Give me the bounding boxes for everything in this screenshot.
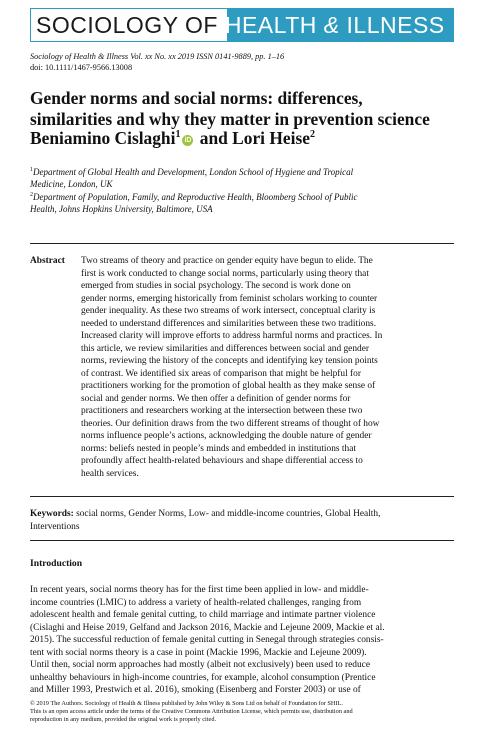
- keywords: [30, 508, 454, 533]
- affiliation-line: Health, Johns Hopkins University, Baltimore, USA: [30, 203, 213, 214]
- keywords-label: Keywords:: [30, 509, 74, 519]
- abstract-line: norms, reviewing the history of the concepts and identifying key tension points: [81, 356, 378, 366]
- abstract-line: this article, we review similarities and differences between social and gender: [81, 343, 369, 354]
- banner-text-amp: &: [323, 12, 340, 38]
- author-join: and: [195, 128, 233, 148]
- abstract-line: practitioners working for the promotion of global health as they make sense of: [81, 381, 376, 391]
- affiliation-sup: 1: [30, 167, 33, 173]
- banner-text-health: HEALTH: [224, 12, 324, 38]
- abstract-line: theories. Our definition draws from the two different streams of thought of how: [81, 418, 380, 429]
- abstract-line: gender inequality. As these two streams of work intersect, conceptual clarity is: [81, 306, 376, 316]
- banner-text-illness: ILLNESS: [339, 12, 445, 38]
- author-affiliation-sup: 1: [175, 129, 181, 141]
- abstract-line: profoundly affect health-related behaviours and shape differential access to: [81, 456, 363, 466]
- doi: doi: 10.1111/1467-9566.13008: [30, 63, 133, 72]
- abstract-body: [81, 255, 454, 480]
- author-name: Beniamino Cislaghi: [30, 128, 176, 148]
- body-line: Until then, social norm approaches had mostly (albeit not exclusively) been used to reduce: [30, 660, 371, 670]
- affiliation-sup: 2: [30, 192, 33, 198]
- footer-line: reproduction in any medium, provided the original work is properly cited.: [30, 716, 217, 724]
- body-line: income countries (LMIC) to address a variety of health-related challenges, ranging from: [30, 597, 362, 608]
- orcid-icon[interactable]: iD: [184, 137, 192, 144]
- author-line: [30, 128, 315, 149]
- abstract-line: gender norms, emerging historically from feminist scholars working to counter: [81, 293, 378, 304]
- body-line: tent with social norms theory is a case in point (Mackie 1996, Mackie and Lejeune 2009).: [30, 647, 367, 658]
- affiliation: [30, 165, 460, 190]
- divider: [30, 496, 454, 497]
- abstract-line: norms influence people’s actions, acknowledging the double nature of gender: [81, 431, 372, 441]
- affiliation-line: Department of Population, Family, and Reproductive Health, Bloomberg School of Public: [33, 192, 358, 202]
- journal-banner: [30, 8, 454, 42]
- journal-banner-title: [36, 11, 445, 39]
- article-title: [30, 88, 460, 130]
- keywords-line: Interventions: [30, 521, 80, 532]
- abstract-line: Increased clarity will improve efforts to address harmful norms and practices. In: [81, 331, 383, 341]
- body-line: adolescent health and female genital cutting, to child marriage and intimate partner violence: [30, 610, 376, 620]
- abstract-line: norms: beliefs nested in people’s minds and embedded in institutions that: [81, 443, 356, 454]
- abstract-line: Two streams of theory and practice on gender equity have begun to elide. The: [81, 256, 373, 266]
- abstract-label: Abstract: [30, 256, 65, 266]
- abstract-line: health services.: [81, 468, 139, 479]
- section-heading: Introduction: [30, 558, 83, 569]
- abstract-line: social and gender norms. We then offer a definition of gender norms for: [81, 393, 351, 404]
- author-name: Lori Heise: [232, 128, 310, 148]
- body-line: and Miller 1993, Prestwich et al. 2016), smoking (Eisenberg and Forster 2003) or use of: [30, 685, 361, 695]
- divider: [30, 243, 454, 244]
- body-line: 2015). The successful reduction of female genital cutting in Senegal through strategies consis-: [30, 635, 384, 645]
- author-affiliation-sup: 2: [309, 129, 315, 141]
- body-line: (Cislaghi and Heise 2019, Gelfand and Jackson 2016, Mackie and Lejeune 2009, Mackie et al.: [30, 622, 385, 633]
- affiliation: [30, 190, 460, 215]
- abstract-line: needed to understand differences and similarities between these two traditions.: [81, 318, 377, 329]
- abstract-line: emerged from studies in social psychology. The second is work done on: [81, 281, 351, 291]
- abstract-line: practitioners and researchers working at the intersection between these two: [81, 406, 363, 416]
- body-line: In recent years, social norms theory has for the first time been applied in low- and middle-: [30, 585, 369, 595]
- copyright-footer: [30, 700, 454, 725]
- divider: [30, 540, 454, 541]
- banner-text-sociology: SOCIOLOGY OF: [36, 12, 225, 38]
- body-line: unhealthy behaviours in high-income countries, for example, alcohol consumption (Prentice: [30, 672, 376, 683]
- keywords-line: [30, 508, 454, 521]
- abstract-line: of contrast. We identified six areas of comparison that might be helpful for: [81, 368, 361, 379]
- keywords-text: social norms, Gender Norms, Low- and middle-income countries, Global Health,: [73, 509, 381, 519]
- journal-citation: Sociology of Health & Illness Vol. xx No. xx 2019 ISSN 0141-9889, pp. 1–16: [30, 52, 285, 61]
- title-line: Gender norms and social norms: differences,: [30, 88, 363, 108]
- abstract-line: first is work conducted to change social norms, particularly using theory that: [81, 268, 369, 279]
- introduction-body: [30, 584, 454, 697]
- footer-line: © 2019 The Authors. Sociology of Health & Illness published by John Wiley & Sons Ltd on behalf of Foundation for SHIL.: [30, 700, 343, 707]
- affiliation-line: Medicine, London, UK: [30, 178, 113, 189]
- footer-line: This is an open access article under the terms of the Creative Commons Attribution License, which permits use, distribution and: [30, 708, 353, 716]
- title-line: similarities and why they matter in prevention science: [30, 109, 430, 129]
- affiliation-line: Department of Global Health and Development, London School of Hygiene and Tropical: [33, 167, 354, 177]
